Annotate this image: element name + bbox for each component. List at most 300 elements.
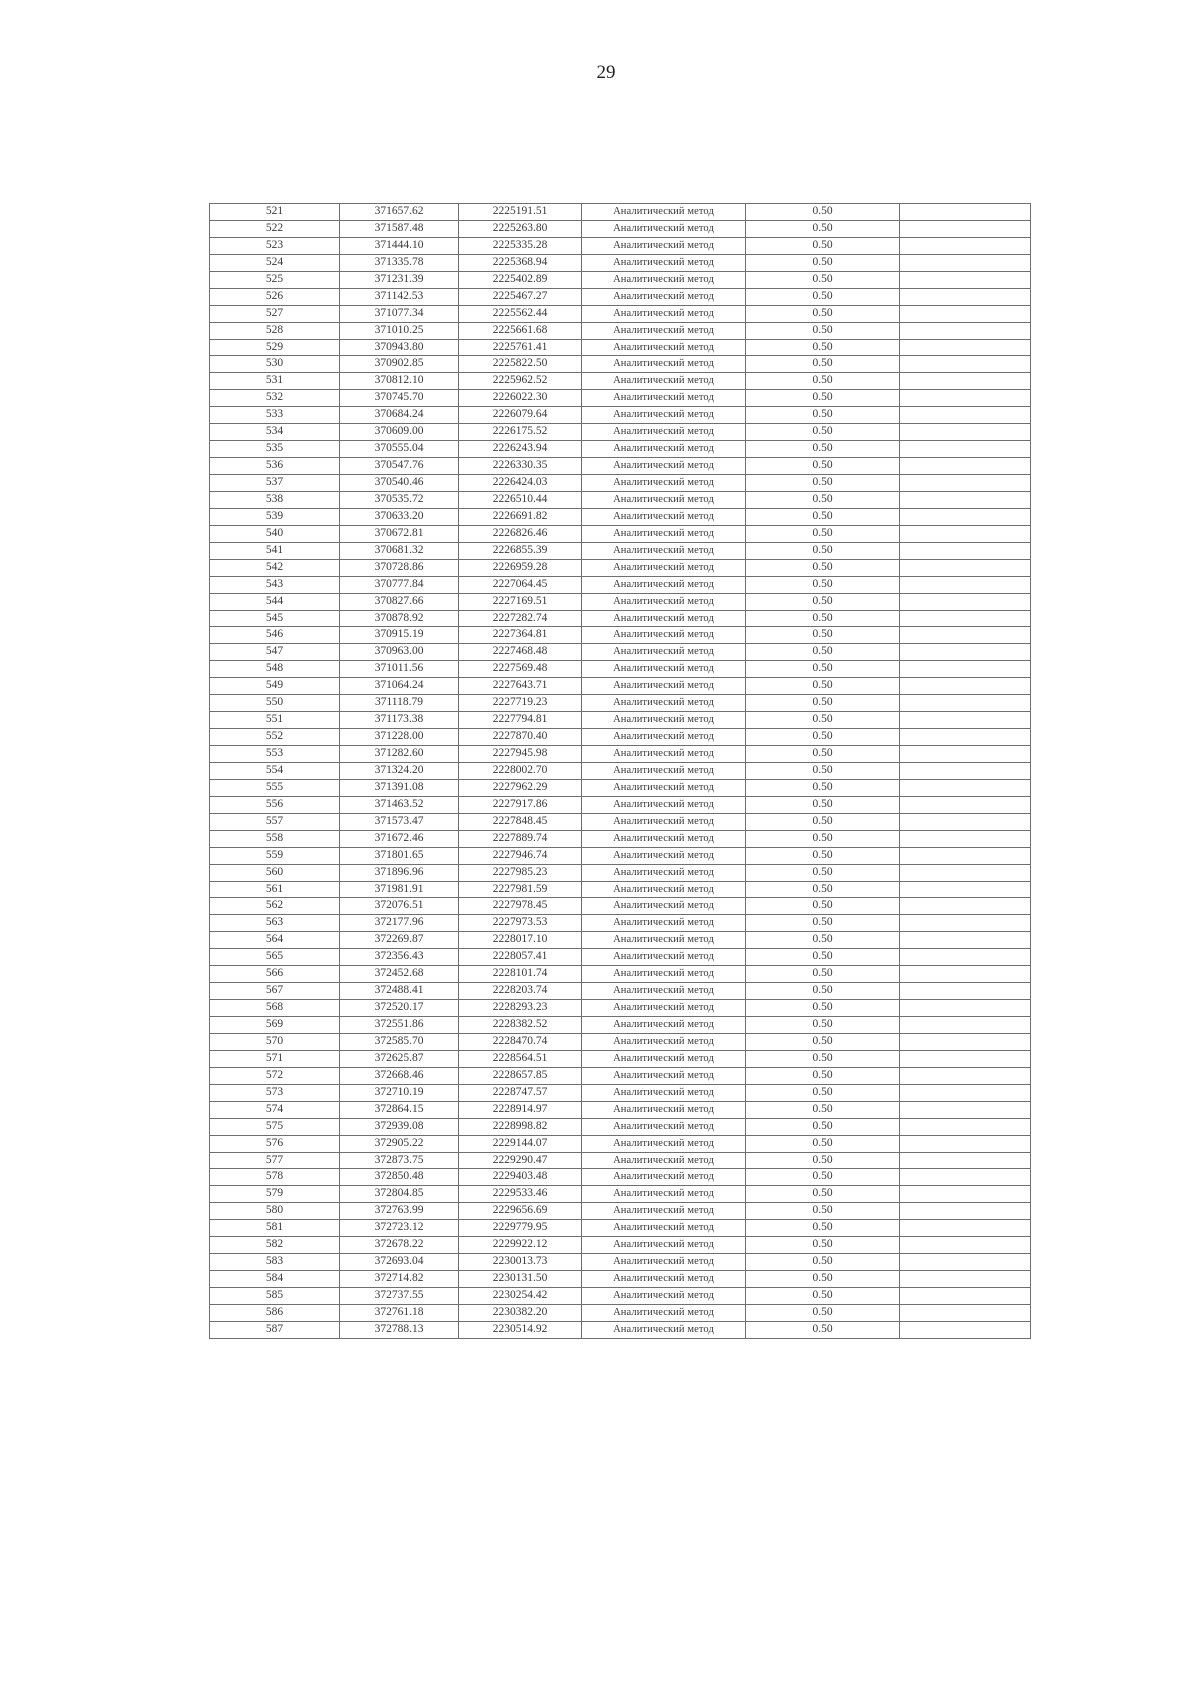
accuracy-cell: 0.50 <box>746 898 900 915</box>
notes-cell <box>900 1304 1031 1321</box>
x-coordinate-cell: 371335.78 <box>340 254 459 271</box>
y-coordinate-cell: 2227917.86 <box>459 796 582 813</box>
method-cell: Аналитический метод <box>582 1304 746 1321</box>
table-row <box>210 695 1031 712</box>
accuracy-cell: 0.50 <box>746 644 900 661</box>
accuracy-cell: 0.50 <box>746 458 900 475</box>
x-coordinate-cell: 371282.60 <box>340 746 459 763</box>
x-coordinate-cell: 372585.70 <box>340 1033 459 1050</box>
point-number-cell: 545 <box>210 610 340 627</box>
accuracy-cell: 0.50 <box>746 1084 900 1101</box>
x-coordinate-cell: 372693.04 <box>340 1254 459 1271</box>
point-number-cell: 555 <box>210 779 340 796</box>
y-coordinate-cell: 2229533.46 <box>459 1186 582 1203</box>
accuracy-cell: 0.50 <box>746 1135 900 1152</box>
coordinates-table-container <box>209 203 1030 1339</box>
notes-cell <box>900 475 1031 492</box>
notes-cell <box>900 1050 1031 1067</box>
y-coordinate-cell: 2230514.92 <box>459 1321 582 1338</box>
y-coordinate-cell: 2229403.48 <box>459 1169 582 1186</box>
notes-cell <box>900 593 1031 610</box>
accuracy-cell: 0.50 <box>746 305 900 322</box>
method-cell: Аналитический метод <box>582 864 746 881</box>
x-coordinate-cell: 372804.85 <box>340 1186 459 1203</box>
notes-cell <box>900 271 1031 288</box>
method-cell: Аналитический метод <box>582 983 746 1000</box>
method-cell: Аналитический метод <box>582 390 746 407</box>
accuracy-cell: 0.50 <box>746 1152 900 1169</box>
method-cell: Аналитический метод <box>582 1203 746 1220</box>
method-cell: Аналитический метод <box>582 441 746 458</box>
accuracy-cell: 0.50 <box>746 525 900 542</box>
y-coordinate-cell: 2227981.59 <box>459 881 582 898</box>
table-row <box>210 475 1031 492</box>
x-coordinate-cell: 371231.39 <box>340 271 459 288</box>
point-number-cell: 543 <box>210 576 340 593</box>
method-cell: Аналитический метод <box>582 1084 746 1101</box>
x-coordinate-cell: 372488.41 <box>340 983 459 1000</box>
x-coordinate-cell: 370943.80 <box>340 339 459 356</box>
table-row <box>210 1084 1031 1101</box>
table-row <box>210 661 1031 678</box>
accuracy-cell: 0.50 <box>746 1017 900 1034</box>
table-row <box>210 1017 1031 1034</box>
method-cell: Аналитический метод <box>582 712 746 729</box>
method-cell: Аналитический метод <box>582 220 746 237</box>
x-coordinate-cell: 371587.48 <box>340 220 459 237</box>
y-coordinate-cell: 2228657.85 <box>459 1067 582 1084</box>
table-row <box>210 762 1031 779</box>
point-number-cell: 574 <box>210 1101 340 1118</box>
y-coordinate-cell: 2227985.23 <box>459 864 582 881</box>
y-coordinate-cell: 2229656.69 <box>459 1203 582 1220</box>
table-row <box>210 712 1031 729</box>
point-number-cell: 539 <box>210 508 340 525</box>
accuracy-cell: 0.50 <box>746 559 900 576</box>
y-coordinate-cell: 2225335.28 <box>459 237 582 254</box>
accuracy-cell: 0.50 <box>746 1271 900 1288</box>
notes-cell <box>900 1101 1031 1118</box>
point-number-cell: 548 <box>210 661 340 678</box>
accuracy-cell: 0.50 <box>746 779 900 796</box>
point-number-cell: 568 <box>210 1000 340 1017</box>
table-row <box>210 949 1031 966</box>
x-coordinate-cell: 372761.18 <box>340 1304 459 1321</box>
notes-cell <box>900 1118 1031 1135</box>
accuracy-cell: 0.50 <box>746 1186 900 1203</box>
x-coordinate-cell: 372737.55 <box>340 1288 459 1305</box>
y-coordinate-cell: 2228382.52 <box>459 1017 582 1034</box>
method-cell: Аналитический метод <box>582 593 746 610</box>
point-number-cell: 557 <box>210 813 340 830</box>
table-row <box>210 729 1031 746</box>
x-coordinate-cell: 372177.96 <box>340 915 459 932</box>
notes-cell <box>900 305 1031 322</box>
table-row <box>210 1033 1031 1050</box>
x-coordinate-cell: 372356.43 <box>340 949 459 966</box>
point-number-cell: 540 <box>210 525 340 542</box>
point-number-cell: 581 <box>210 1220 340 1237</box>
point-number-cell: 544 <box>210 593 340 610</box>
notes-cell <box>900 1067 1031 1084</box>
y-coordinate-cell: 2228470.74 <box>459 1033 582 1050</box>
table-row <box>210 237 1031 254</box>
point-number-cell: 549 <box>210 678 340 695</box>
notes-cell <box>900 542 1031 559</box>
accuracy-cell: 0.50 <box>746 864 900 881</box>
y-coordinate-cell: 2227889.74 <box>459 830 582 847</box>
y-coordinate-cell: 2226022.30 <box>459 390 582 407</box>
table-row <box>210 1050 1031 1067</box>
method-cell: Аналитический метод <box>582 830 746 847</box>
x-coordinate-cell: 370827.66 <box>340 593 459 610</box>
notes-cell <box>900 983 1031 1000</box>
notes-cell <box>900 932 1031 949</box>
x-coordinate-cell: 370535.72 <box>340 491 459 508</box>
method-cell: Аналитический метод <box>582 339 746 356</box>
accuracy-cell: 0.50 <box>746 322 900 339</box>
point-number-cell: 578 <box>210 1169 340 1186</box>
method-cell: Аналитический метод <box>582 1033 746 1050</box>
point-number-cell: 561 <box>210 881 340 898</box>
notes-cell <box>900 695 1031 712</box>
notes-cell <box>900 1000 1031 1017</box>
table-row <box>210 1135 1031 1152</box>
x-coordinate-cell: 371573.47 <box>340 813 459 830</box>
table-row <box>210 881 1031 898</box>
x-coordinate-cell: 370633.20 <box>340 508 459 525</box>
x-coordinate-cell: 372076.51 <box>340 898 459 915</box>
accuracy-cell: 0.50 <box>746 830 900 847</box>
method-cell: Аналитический метод <box>582 796 746 813</box>
accuracy-cell: 0.50 <box>746 610 900 627</box>
accuracy-cell: 0.50 <box>746 576 900 593</box>
accuracy-cell: 0.50 <box>746 813 900 830</box>
notes-cell <box>900 627 1031 644</box>
method-cell: Аналитический метод <box>582 1135 746 1152</box>
method-cell: Аналитический метод <box>582 1118 746 1135</box>
point-number-cell: 552 <box>210 729 340 746</box>
y-coordinate-cell: 2226424.03 <box>459 475 582 492</box>
method-cell: Аналитический метод <box>582 1152 746 1169</box>
y-coordinate-cell: 2230254.42 <box>459 1288 582 1305</box>
accuracy-cell: 0.50 <box>746 932 900 949</box>
x-coordinate-cell: 372551.86 <box>340 1017 459 1034</box>
point-number-cell: 547 <box>210 644 340 661</box>
notes-cell <box>900 830 1031 847</box>
notes-cell <box>900 746 1031 763</box>
y-coordinate-cell: 2227946.74 <box>459 847 582 864</box>
accuracy-cell: 0.50 <box>746 1000 900 1017</box>
x-coordinate-cell: 371463.52 <box>340 796 459 813</box>
x-coordinate-cell: 371444.10 <box>340 237 459 254</box>
method-cell: Аналитический метод <box>582 322 746 339</box>
y-coordinate-cell: 2228564.51 <box>459 1050 582 1067</box>
y-coordinate-cell: 2230382.20 <box>459 1304 582 1321</box>
accuracy-cell: 0.50 <box>746 1321 900 1338</box>
method-cell: Аналитический метод <box>582 1000 746 1017</box>
table-row <box>210 813 1031 830</box>
accuracy-cell: 0.50 <box>746 407 900 424</box>
notes-cell <box>900 661 1031 678</box>
point-number-cell: 534 <box>210 424 340 441</box>
accuracy-cell: 0.50 <box>746 339 900 356</box>
y-coordinate-cell: 2228747.57 <box>459 1084 582 1101</box>
notes-cell <box>900 644 1031 661</box>
table-row <box>210 220 1031 237</box>
point-number-cell: 584 <box>210 1271 340 1288</box>
table-row <box>210 1271 1031 1288</box>
x-coordinate-cell: 370609.00 <box>340 424 459 441</box>
table-row <box>210 1321 1031 1338</box>
notes-cell <box>900 288 1031 305</box>
notes-cell <box>900 915 1031 932</box>
y-coordinate-cell: 2227848.45 <box>459 813 582 830</box>
table-row <box>210 288 1031 305</box>
method-cell: Аналитический метод <box>582 271 746 288</box>
method-cell: Аналитический метод <box>582 695 746 712</box>
point-number-cell: 566 <box>210 966 340 983</box>
notes-cell <box>900 610 1031 627</box>
accuracy-cell: 0.50 <box>746 204 900 221</box>
accuracy-cell: 0.50 <box>746 1101 900 1118</box>
accuracy-cell: 0.50 <box>746 1169 900 1186</box>
table-row <box>210 508 1031 525</box>
point-number-cell: 527 <box>210 305 340 322</box>
x-coordinate-cell: 371672.46 <box>340 830 459 847</box>
point-number-cell: 586 <box>210 1304 340 1321</box>
notes-cell <box>900 712 1031 729</box>
y-coordinate-cell: 2227643.71 <box>459 678 582 695</box>
method-cell: Аналитический метод <box>582 881 746 898</box>
notes-cell <box>900 458 1031 475</box>
point-number-cell: 573 <box>210 1084 340 1101</box>
x-coordinate-cell: 371173.38 <box>340 712 459 729</box>
notes-cell <box>900 576 1031 593</box>
table-row <box>210 204 1031 221</box>
point-number-cell: 550 <box>210 695 340 712</box>
x-coordinate-cell: 372520.17 <box>340 1000 459 1017</box>
x-coordinate-cell: 370547.76 <box>340 458 459 475</box>
point-number-cell: 583 <box>210 1254 340 1271</box>
method-cell: Аналитический метод <box>582 1271 746 1288</box>
x-coordinate-cell: 371118.79 <box>340 695 459 712</box>
table-row <box>210 1000 1031 1017</box>
method-cell: Аналитический метод <box>582 576 746 593</box>
table-row <box>210 1186 1031 1203</box>
method-cell: Аналитический метод <box>582 1288 746 1305</box>
y-coordinate-cell: 2225191.51 <box>459 204 582 221</box>
x-coordinate-cell: 371077.34 <box>340 305 459 322</box>
notes-cell <box>900 1169 1031 1186</box>
y-coordinate-cell: 2227468.48 <box>459 644 582 661</box>
accuracy-cell: 0.50 <box>746 661 900 678</box>
method-cell: Аналитический метод <box>582 305 746 322</box>
y-coordinate-cell: 2227978.45 <box>459 898 582 915</box>
x-coordinate-cell: 370963.00 <box>340 644 459 661</box>
method-cell: Аналитический метод <box>582 661 746 678</box>
x-coordinate-cell: 372723.12 <box>340 1220 459 1237</box>
table-row <box>210 1254 1031 1271</box>
table-row <box>210 678 1031 695</box>
notes-cell <box>900 508 1031 525</box>
x-coordinate-cell: 370878.92 <box>340 610 459 627</box>
y-coordinate-cell: 2225263.80 <box>459 220 582 237</box>
table-row <box>210 796 1031 813</box>
y-coordinate-cell: 2226959.28 <box>459 559 582 576</box>
point-number-cell: 562 <box>210 898 340 915</box>
table-row <box>210 458 1031 475</box>
point-number-cell: 538 <box>210 491 340 508</box>
point-number-cell: 523 <box>210 237 340 254</box>
notes-cell <box>900 1186 1031 1203</box>
method-cell: Аналитический метод <box>582 1169 746 1186</box>
y-coordinate-cell: 2227794.81 <box>459 712 582 729</box>
x-coordinate-cell: 372452.68 <box>340 966 459 983</box>
table-row <box>210 1169 1031 1186</box>
method-cell: Аналитический метод <box>582 373 746 390</box>
accuracy-cell: 0.50 <box>746 271 900 288</box>
point-number-cell: 564 <box>210 932 340 949</box>
notes-cell <box>900 881 1031 898</box>
point-number-cell: 524 <box>210 254 340 271</box>
x-coordinate-cell: 372788.13 <box>340 1321 459 1338</box>
y-coordinate-cell: 2227064.45 <box>459 576 582 593</box>
notes-cell <box>900 847 1031 864</box>
accuracy-cell: 0.50 <box>746 508 900 525</box>
x-coordinate-cell: 372864.15 <box>340 1101 459 1118</box>
x-coordinate-cell: 372873.75 <box>340 1152 459 1169</box>
method-cell: Аналитический метод <box>582 559 746 576</box>
method-cell: Аналитический метод <box>582 813 746 830</box>
accuracy-cell: 0.50 <box>746 390 900 407</box>
x-coordinate-cell: 371064.24 <box>340 678 459 695</box>
method-cell: Аналитический метод <box>582 915 746 932</box>
table-row <box>210 424 1031 441</box>
point-number-cell: 582 <box>210 1237 340 1254</box>
table-row <box>210 305 1031 322</box>
notes-cell <box>900 966 1031 983</box>
point-number-cell: 576 <box>210 1135 340 1152</box>
table-row <box>210 339 1031 356</box>
x-coordinate-cell: 370915.19 <box>340 627 459 644</box>
accuracy-cell: 0.50 <box>746 796 900 813</box>
point-number-cell: 531 <box>210 373 340 390</box>
notes-cell <box>900 1288 1031 1305</box>
notes-cell <box>900 356 1031 373</box>
notes-cell <box>900 254 1031 271</box>
point-number-cell: 579 <box>210 1186 340 1203</box>
x-coordinate-cell: 371896.96 <box>340 864 459 881</box>
y-coordinate-cell: 2226330.35 <box>459 458 582 475</box>
method-cell: Аналитический метод <box>582 491 746 508</box>
method-cell: Аналитический метод <box>582 254 746 271</box>
point-number-cell: 587 <box>210 1321 340 1338</box>
notes-cell <box>900 220 1031 237</box>
notes-cell <box>900 390 1031 407</box>
notes-cell <box>900 441 1031 458</box>
y-coordinate-cell: 2228057.41 <box>459 949 582 966</box>
accuracy-cell: 0.50 <box>746 1203 900 1220</box>
y-coordinate-cell: 2225962.52 <box>459 373 582 390</box>
table-row <box>210 1118 1031 1135</box>
table-row <box>210 593 1031 610</box>
point-number-cell: 569 <box>210 1017 340 1034</box>
accuracy-cell: 0.50 <box>746 424 900 441</box>
accuracy-cell: 0.50 <box>746 1288 900 1305</box>
table-row <box>210 847 1031 864</box>
table-row <box>210 1203 1031 1220</box>
y-coordinate-cell: 2226243.94 <box>459 441 582 458</box>
y-coordinate-cell: 2229922.12 <box>459 1237 582 1254</box>
method-cell: Аналитический метод <box>582 237 746 254</box>
y-coordinate-cell: 2227364.81 <box>459 627 582 644</box>
accuracy-cell: 0.50 <box>746 593 900 610</box>
y-coordinate-cell: 2230013.73 <box>459 1254 582 1271</box>
x-coordinate-cell: 371142.53 <box>340 288 459 305</box>
notes-cell <box>900 491 1031 508</box>
table-row <box>210 271 1031 288</box>
method-cell: Аналитический метод <box>582 847 746 864</box>
y-coordinate-cell: 2228017.10 <box>459 932 582 949</box>
method-cell: Аналитический метод <box>582 288 746 305</box>
method-cell: Аналитический метод <box>582 949 746 966</box>
x-coordinate-cell: 372714.82 <box>340 1271 459 1288</box>
notes-cell <box>900 407 1031 424</box>
coordinates-table-body <box>210 204 1031 1339</box>
method-cell: Аналитический метод <box>582 644 746 661</box>
x-coordinate-cell: 372939.08 <box>340 1118 459 1135</box>
notes-cell <box>900 339 1031 356</box>
point-number-cell: 571 <box>210 1050 340 1067</box>
accuracy-cell: 0.50 <box>746 1050 900 1067</box>
accuracy-cell: 0.50 <box>746 712 900 729</box>
table-row <box>210 932 1031 949</box>
notes-cell <box>900 1254 1031 1271</box>
notes-cell <box>900 1203 1031 1220</box>
y-coordinate-cell: 2227169.51 <box>459 593 582 610</box>
y-coordinate-cell: 2226691.82 <box>459 508 582 525</box>
method-cell: Аналитический метод <box>582 678 746 695</box>
x-coordinate-cell: 371324.20 <box>340 762 459 779</box>
method-cell: Аналитический метод <box>582 779 746 796</box>
y-coordinate-cell: 2226855.39 <box>459 542 582 559</box>
notes-cell <box>900 204 1031 221</box>
table-row <box>210 864 1031 881</box>
table-row <box>210 898 1031 915</box>
accuracy-cell: 0.50 <box>746 915 900 932</box>
method-cell: Аналитический метод <box>582 204 746 221</box>
y-coordinate-cell: 2225761.41 <box>459 339 582 356</box>
y-coordinate-cell: 2228914.97 <box>459 1101 582 1118</box>
point-number-cell: 551 <box>210 712 340 729</box>
method-cell: Аналитический метод <box>582 407 746 424</box>
table-row <box>210 525 1031 542</box>
method-cell: Аналитический метод <box>582 1050 746 1067</box>
table-row <box>210 373 1031 390</box>
accuracy-cell: 0.50 <box>746 1220 900 1237</box>
method-cell: Аналитический метод <box>582 966 746 983</box>
method-cell: Аналитический метод <box>582 475 746 492</box>
accuracy-cell: 0.50 <box>746 729 900 746</box>
accuracy-cell: 0.50 <box>746 746 900 763</box>
y-coordinate-cell: 2228998.82 <box>459 1118 582 1135</box>
notes-cell <box>900 424 1031 441</box>
table-row <box>210 1152 1031 1169</box>
method-cell: Аналитический метод <box>582 627 746 644</box>
accuracy-cell: 0.50 <box>746 441 900 458</box>
point-number-cell: 526 <box>210 288 340 305</box>
